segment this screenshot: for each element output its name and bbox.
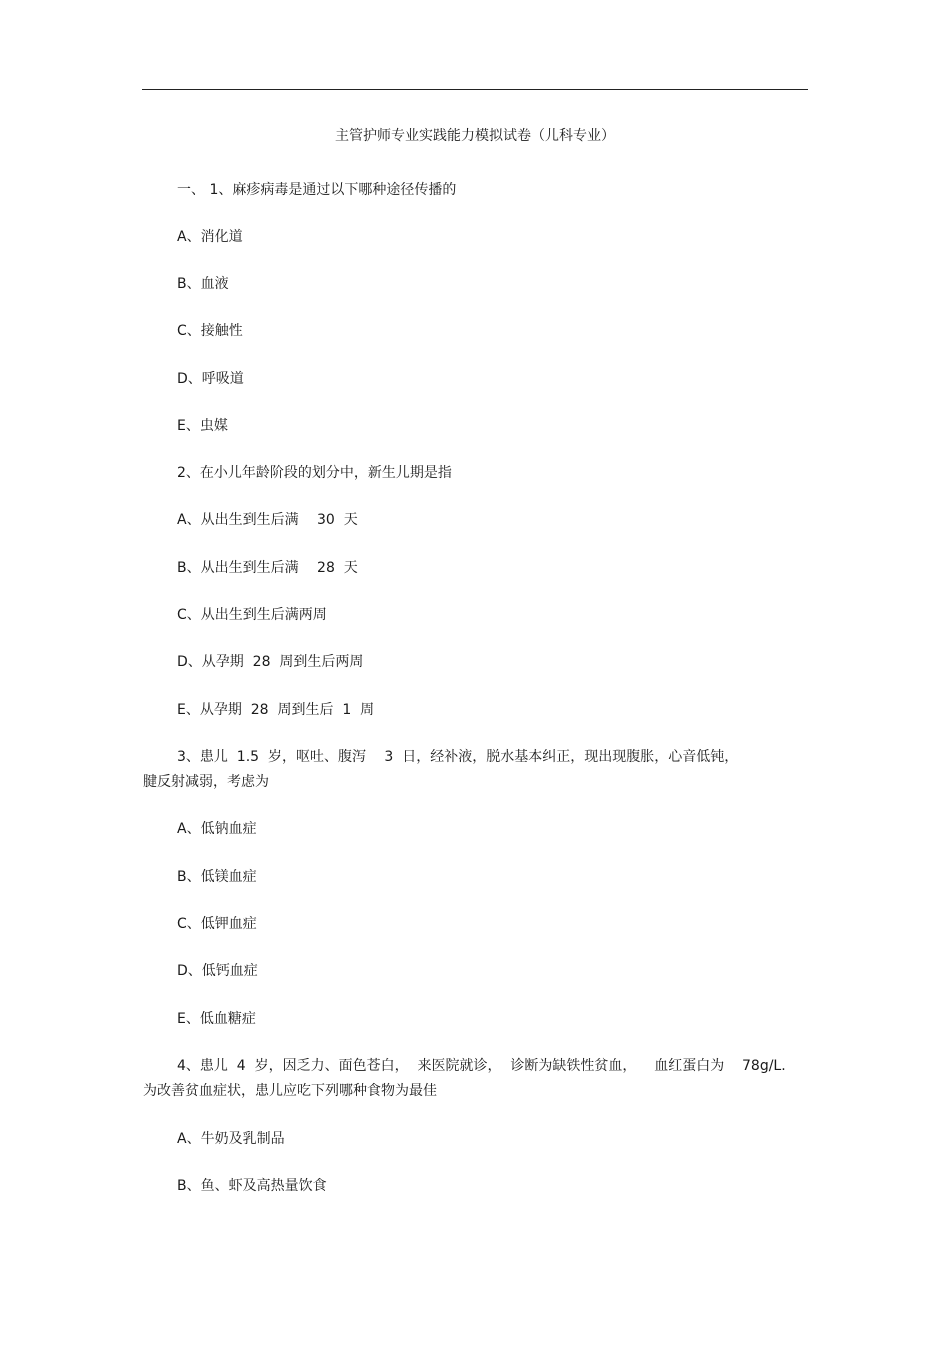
question-3-option-d: D、低钙血症 <box>177 963 258 979</box>
question-3-option-c: C、低钾血症 <box>177 916 257 932</box>
question-1-option-a: A、消化道 <box>177 229 243 245</box>
question-4-option-b: B、鱼、虾及高热量饮食 <box>177 1178 327 1194</box>
question-2-option-a: A、从出生到生后满 30 天 <box>177 512 358 528</box>
question-2-option-c: C、从出生到生后满两周 <box>177 607 327 623</box>
question-1-stem: 一、 1、麻疹病毒是通过以下哪种途径传播的 <box>177 182 457 198</box>
question-4-option-a: A、牛奶及乳制品 <box>177 1131 285 1147</box>
header-rule <box>142 89 808 90</box>
question-2-option-e: E、从孕期 28 周到生后 1 周 <box>177 702 375 718</box>
question-1-option-c: C、接触性 <box>177 323 243 339</box>
page-title: 主管护师专业实践能力模拟试卷（儿科专业） <box>335 128 615 144</box>
question-4-stem-line-2: 为改善贫血症状，患儿应吃下列哪种食物为最佳 <box>143 1083 437 1099</box>
question-3-option-e: E、低血糖症 <box>177 1011 256 1027</box>
question-3-stem-line-1: 3、患儿 1.5 岁，呕吐、腹泻 3 日，经补液，脱水基本纠正，现出现腹胀，心音低钝， <box>177 749 739 765</box>
question-2-stem: 2、在小儿年龄阶段的划分中，新生儿期是指 <box>177 465 452 481</box>
question-1-option-e: E、虫媒 <box>177 418 228 434</box>
question-2-option-b: B、从出生到生后满 28 天 <box>177 560 358 576</box>
question-1-option-b: B、血液 <box>177 276 229 292</box>
question-4-stem-line-1: 4、患儿 4 岁，因乏力、面色苍白， 来医院就诊， 诊断为缺铁性贫血， 血红蛋白为 78g/L. <box>177 1058 786 1074</box>
question-3-option-a: A、低钠血症 <box>177 821 257 837</box>
question-3-stem-line-2: 腱反射减弱，考虑为 <box>143 774 269 790</box>
question-1-option-d: D、呼吸道 <box>177 371 244 387</box>
question-2-option-d: D、从孕期 28 周到生后两周 <box>177 654 364 670</box>
question-3-option-b: B、低镁血症 <box>177 869 257 885</box>
